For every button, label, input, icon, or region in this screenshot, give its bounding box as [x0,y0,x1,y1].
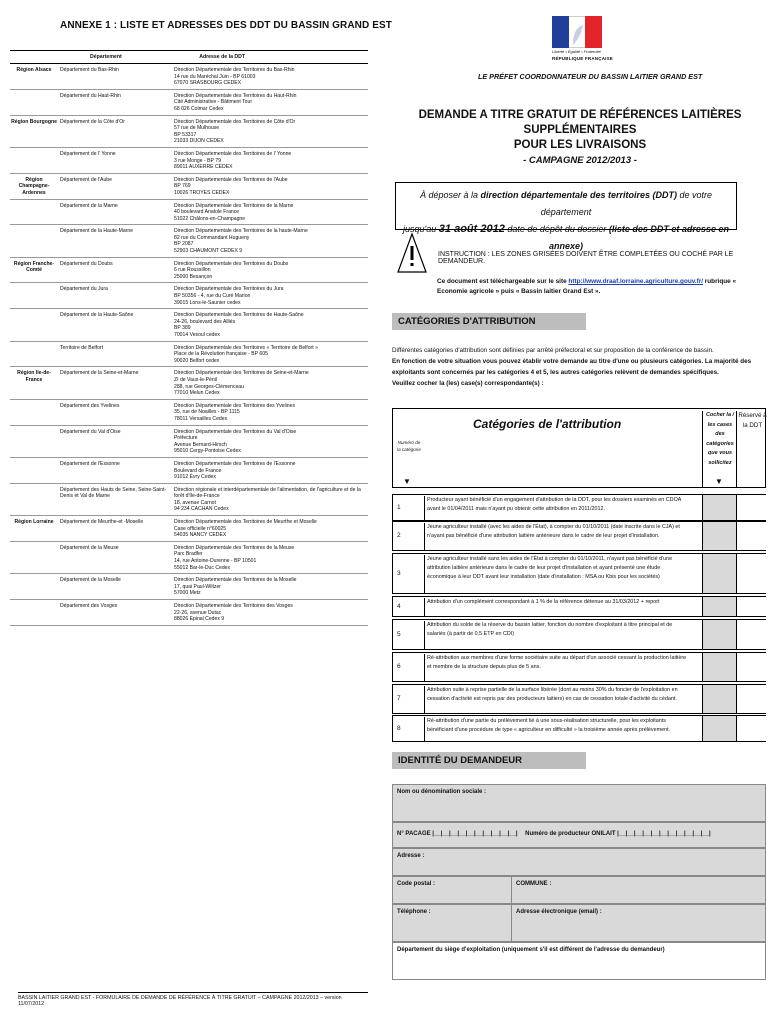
region-cell: Région Lorraine [14,519,54,526]
attribution-intro [392,345,764,389]
flag-white [569,16,585,48]
department-cell: Département de la Côte d'Or [60,118,125,125]
address-cell: Direction Départementale des Territoires de l' Yonne 3 rue Monge - BP 79 89011 AUXERRE CEDEX [174,150,292,171]
category-row [392,494,766,521]
table-body [10,64,368,626]
category-row [392,619,766,650]
intro-line-3: Veuillez cocher la (les) case(s) correspondante(s) : [392,380,544,387]
category-description: Ré-attribution aux membres d'une forme sociétaire suite au départ d'un associé cessant la production laitière et membre de la structure depuis plus de 5 ans. [424,654,687,682]
address-cell: Direction Départementale des Territoires de Meurthe et Moselle Case officielle n°60025 54035 NANCY CEDEX [174,519,317,539]
category-number: 2 [397,532,401,539]
categories-header [392,408,766,488]
address-field[interactable] [392,848,766,876]
download-link[interactable]: http://www.draaf.lorraine.agriculture.gouv.fr/ [568,278,703,285]
address-label: Adresse : [397,853,425,859]
department-cell: Département de la Meuse [60,544,119,551]
table-row [10,516,368,542]
region-cell: Région Franche-Comté [13,260,55,274]
table-row [10,309,368,341]
department-cell: Territoire de Belfort [60,344,104,351]
ddt-reserved-cell [736,685,768,713]
department-cell: Département de la Moselle [60,577,121,584]
address-cell: Direction Départementale des Territoires de la Moselle 17, quai Paul-Wiltzer 57000 Metz [174,577,297,597]
address-cell: Direction Départementale des Territoires du Bas-Rhin 14 rue du Maréchal Juin - BP 61003 67070 SRASBOURG CEDEX [174,67,295,87]
instruction-text: INSTRUCTION : LES ZONES GRISÉES DOIVENT ÊTRE COMPLETÉES OU COCHÉ PAR LE DEMANDEUR. [438,251,734,265]
identity-form [392,784,766,980]
category-number: 5 [397,630,401,638]
col-reserve: Réservé à la DDT [736,411,768,487]
onilait-field[interactable]: Numéro de producteur ONILAIT |__|__|__|__|__|__|__|__|__|__|__| [525,831,711,837]
department-cell: Département des Hauts de Seine, Seine-Saint-Denis et Val de Marne [60,486,167,500]
department-cell: Département du Doubs [60,260,113,267]
republique-logo [552,16,602,48]
region-cell [10,283,58,308]
category-number: 4 [397,602,401,610]
category-checkbox[interactable] [702,653,737,681]
annex-title: ANNEXE 1 : LISTE ET ADRESSES DES DDT DU BASSIN GRAND EST [60,20,392,31]
region-cell [10,574,58,599]
department-cell: Département du Val d'Oise [60,428,121,435]
name-label: Nom ou dénomination sociale : [397,789,487,795]
intro-line-2: En fonction de votre situation vous pouvez établir votre demande au titre d'une ou plusieurs catégories. La majorité des exploitants sont concernés par les catégories 4 et 5, les autres catégories relèvent de demandes spécifiques. [392,358,752,376]
address-cell: Direction Départementale des Territoires de la Meuse Parc Bradfer 14, rue Antoine-Durenne - BP 10501 55012 Bar-le-Duc Cedex [174,544,295,571]
footer-text: BASSIN LAITIER GRAND EST - FORMULAIRE DE DEMANDE DE RÉFÉRENCE À TITRE GRATUIT – CAMPAGNE 2012/2013 – version 11/07/2012 [18,992,368,1007]
categories-title: Catégories de l'attribution [473,417,622,431]
address-cell: Direction Départementale des Territoires de l'Essonne Boulevard de France 91012 Évry Cedex [174,460,296,481]
section-categories-heading: CATÉGORIES D'ATTRIBUTION [392,313,586,330]
pacage-field[interactable]: N° PACAGE |__|__|__|__|__|__|__|__|__|__| [397,831,518,837]
siege-field[interactable] [392,942,766,980]
region-cell [10,542,58,573]
arrow-down-icon: ▼ [715,477,723,486]
marianne-icon [569,17,585,47]
col-numero: Numéro de la catégorie [397,440,421,452]
logo-motto: Liberté • Égalité • Fraternité [552,49,601,54]
category-number: 6 [397,663,401,670]
campaign-label: - CAMPAGNE 2012/2013 - [523,155,637,166]
siege-label: Département du siège d'exploitation (uniquement s'il est différent de l'adresse du demandeur) [397,947,665,953]
table-row [10,258,368,284]
category-row [392,596,766,617]
category-row [392,652,766,682]
ddt-reserved-cell [736,495,768,520]
category-checkbox[interactable] [702,620,737,649]
category-checkbox[interactable] [702,495,737,520]
region-cell [10,342,58,367]
table-row [10,484,368,516]
region-cell [10,458,58,483]
category-description: Attribution d'un complément correspondant à 1 % de la référence détenue au 31/03/2012 + report [424,598,687,617]
table-row [10,148,368,174]
address-cell: Direction Départementale des Territoires de l'Aube BP 769 10026 TROYES CEDEX [174,176,288,196]
category-row [392,715,766,742]
department-cell: Département de la Haute-Saône [60,312,134,319]
section-identity-heading: IDENTITÉ DU DEMANDEUR [392,752,586,769]
header-adresse: Adresse de la DDT [199,54,246,60]
department-cell: Département des Yvelines [60,402,120,409]
address-cell: Direction Départementale des Territoires de Côte d'Or 57 rue de Mulhouse BP 53317 21033 DIJON CEDEX [174,118,296,145]
phone-field[interactable]: Téléphone : [397,909,431,915]
table-row [10,458,368,484]
table-row [10,116,368,148]
email-label: Adresse électronique (email) : [516,909,602,915]
category-description: Ré-attribution d'une partie du prélèvement lié à une sous-réalisation structurelle, pour les exploitants bénéficiant d'une procédure de type « agriculteur en difficulté » la troisième année après prélèvement. [424,717,687,742]
table-row [10,400,368,426]
region-cell [10,400,58,425]
category-checkbox[interactable] [702,554,737,593]
department-cell: Département de Meurthe-et -Moselle [60,519,144,526]
title-line-1: DEMANDE A TITRE GRATUIT DE RÉFÉRENCES LAITIÈRES SUPPLÉMENTAIRES [418,109,742,136]
table-row [10,367,368,399]
region-cell [10,484,58,515]
ddt-address-table [10,50,368,626]
table-row [10,426,368,458]
address-cell: Direction Départementale des Territoires de Seine-et-Marne ZI de Vaux-le-Pénil 288, rue Georges-Clémenceau 77010 Melun Cedex [174,370,309,397]
deposit-text-4: date de dépôt du dossier [504,224,609,234]
postal-row [392,876,766,904]
region-cell [10,309,58,340]
postal-code-field[interactable]: Code postal : [397,881,436,887]
warning-icon [397,232,427,274]
address-cell: Direction Départementale des Territoires « Territoire de Belfort » Place de la Révolution française - BP 605 90020 Belfort cedex [174,344,318,364]
ddt-reserved-cell [736,716,768,741]
category-number: 1 [397,503,401,511]
category-description: Jeune agriculteur installé (avec les aides de l'État), à compter du 01/10/2011 (date inscrite dans le CJA) et n'ayant pas bénéficié d'une attribution laitière antérieure dans le cadre de leur projet d'installation. [424,523,687,551]
table-row [10,200,368,226]
category-description: Attribution du solde de la réserve du bassin laitier, fonction du nombre d'exploitant à titre principal et de salariés (à partir de 0,5 ETP en CDI) [424,621,687,650]
table-row [10,542,368,574]
table-row [10,283,368,309]
category-number: 3 [397,569,401,577]
department-cell: Département de la Seine-et-Marne [60,370,139,377]
arrow-down-icon: ▼ [403,477,411,486]
region-cell [10,426,58,457]
category-row [392,684,766,714]
region-cell: Région Ile-de-France [17,370,51,383]
category-description: Producteur ayant bénéficié d'un engagement d'attribution de la DDT, pour les dossiers examinés en CDOA avant le 01/04/2011 mais n'ayant pu obtenir cette attribution en 2011/2012. [424,496,687,521]
department-cell: Département du Bas-Rhin [60,67,119,73]
address-cell: Direction Départementale des Territoires de la haute-Marne 82 rue du Commandant Hugueny BP 2087 52903 CHAUMONT CEDEX 9 [174,228,308,255]
phone-row [392,904,766,942]
download-text-2: rubrique « Economie agricole » puis « Bassin laitier Grand Est ». [437,278,737,295]
table-row [10,342,368,368]
deposit-annex-ref: (liste des DDT et adresse en annexe) [548,224,729,251]
deposit-ddt: direction départementale des territoires (DDT) [480,190,678,200]
table-row [10,174,368,200]
department-cell: Département de la Marne [60,202,118,209]
region-cell [10,148,58,173]
department-cell: Département du Haut-Rhin [60,92,121,99]
department-cell: Département de la Haute-Marne [60,228,134,235]
deposit-text-1: À déposer à la [419,190,481,200]
address-cell: Direction Départementale des Territoires du Doubs 6 rue Roussillon 25000 Besançon [174,260,289,280]
region-cell: Région Bourgogne [11,118,57,125]
table-row [10,64,368,90]
name-field[interactable] [392,784,766,822]
prefet-heading: LE PRÉFET COORDONNATEUR DU BASSIN LAITIER GRAND EST [478,72,703,81]
region-cell: Région Champagne-Ardennes [18,176,50,196]
table-row [10,225,368,257]
address-cell: Direction Départementale des Territoires des Vosges 22-26, avenue Dutac 88026 Epinal Cedex 9 [174,603,293,623]
main-title [395,108,765,153]
download-text: Ce document est téléchargeable sur le site [437,278,569,285]
download-note [437,277,767,297]
deposit-box [395,182,737,251]
table-header [10,51,368,64]
address-cell: Direction Départementale des Territoires de Haute-Saône 24-26, boulevard des Alliés BP 389 70014 Vesoul cedex [174,312,304,338]
address-cell: Direction Départementale des Territoires de la Marne 40 boulevard Anatole France 51022 Châlons-en-Champagne [174,202,294,222]
category-number: 7 [397,695,401,702]
deposit-text-3: jusqu'au [403,224,439,234]
address-cell: Direction Départementale des Territoires du Jura BP 50356 - 4, rue du Curé Marion 39015 Lons-le-Saunier cedex [174,286,284,306]
deposit-date: 31 août 2012 [438,223,505,235]
flag-red [585,16,602,48]
department-cell: Département de l'Aube [60,176,112,183]
ddt-reserved-cell [736,554,768,593]
logo-republique: RÉPUBLIQUE FRANÇAISE [552,56,614,61]
category-description: Attribution suite à reprise partielle de la surface libérée (dont au moins 30% du foncier de l'exploitation en cessation d'activité est repris par des producteurs laitiers) en cas de cessation totale d'activité du cédant. [424,686,687,714]
ddt-reserved-cell [736,597,768,616]
category-row [392,553,766,594]
deposit-text-2: de votre département [540,190,713,217]
region-cell [10,600,58,625]
category-checkbox[interactable] [702,522,737,550]
region-cell [10,225,58,256]
intro-line-1: Différentes catégories d'attribution sont définies par arrêté préfectoral et sur proposition de la conférence de bassin. [392,347,714,354]
region-cell [10,90,58,115]
categories-table [392,408,766,742]
category-checkbox[interactable] [702,685,737,713]
category-checkbox[interactable] [702,716,737,741]
department-cell: Département de l' Yonne [60,150,116,157]
category-row [392,521,766,551]
ddt-reserved-cell [736,653,768,681]
category-description: Jeune agriculteur installé sans les aides de l'État à compter du 01/10/2011, n'ayant pas bénéficié d'une attribution laitière antérieure dans le cadre de leur projet d'installation et ayant présenté une étude économique à leur DDT avant leur installation (date d'installation : MSA ou Kbis pour les sociétés) [424,555,687,594]
address-cell: Direction Départementale des Territoires du Haut-Rhin Cité Administrative - Bâtiment Tour 68 026 Colmar Cedex [174,92,297,112]
address-cell: Direction Départementale des Territoires des Yvelines 35, rue de Noailles - BP 1115 78011 Versailles Cedex [174,402,295,422]
region-cell [10,200,58,225]
category-number: 8 [397,724,401,732]
table-row [10,574,368,600]
address-cell: Direction régionale et interdépartementale de l'alimentation, de l'agriculture et de la forêt d'Ile-de-France 18, avenue Carnot 94 234 CACHAN Cedex [174,486,361,513]
department-cell: Département de l'Essonne [60,460,120,467]
address-cell: Direction Départementale des Territoires du Val d'Oise Préfecture Avenue Bernard-Hirsch 95010 Cergy-Pontoise Cedex [174,428,297,455]
department-cell: Département du Jura [60,286,108,293]
department-cell: Département des Vosges [60,603,118,609]
ddt-reserved-cell [736,522,768,550]
title-line-2: POUR LES LIVRAISONS [513,139,647,151]
table-row [10,600,368,626]
col-cocher: Cocher la / les cases des catégories que vous sollicitez [702,411,737,487]
table-row [10,90,368,116]
pacage-row [392,822,766,848]
flag-blue [552,16,569,48]
ddt-reserved-cell [736,620,768,649]
commune-label: COMMUNE : [516,881,552,887]
category-checkbox[interactable] [702,597,737,616]
header-departement: Département [90,54,122,60]
region-cell: Région Alsace [16,67,52,73]
